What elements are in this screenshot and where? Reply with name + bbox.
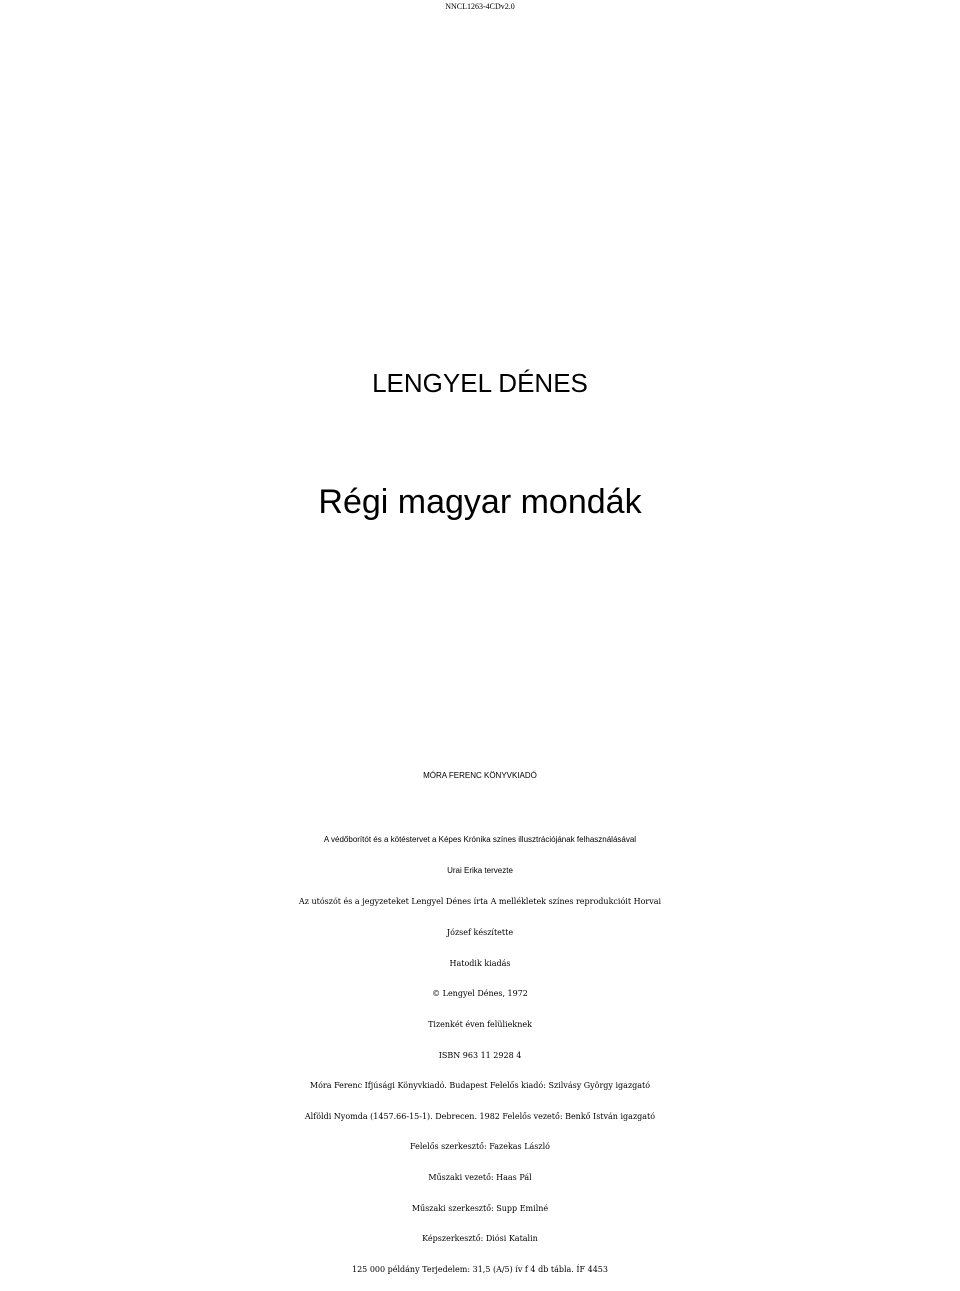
cover-credit-line-2: Urai Erika tervezte <box>447 866 513 875</box>
edition-line: Hatodik kiadás <box>449 959 511 968</box>
book-title: Régi magyar mondák <box>318 483 642 521</box>
printer-credit-line: Alföldi Nyomda (1457.66-15-1). Debrecen. 1982 Felelős vezető: Benkő István igazgató <box>304 1112 656 1121</box>
afterword-credit-line-1: Az utószót és a jegyzeteket Lengyel Dénes írta A mellékletek színes reprodukcióit Horvai <box>298 897 662 906</box>
publisher-name: MÓRA FERENC KÖNYVKIADÓ <box>423 771 537 780</box>
afterword-credit-line-2: József készítette <box>446 928 514 937</box>
isbn-line: ISBN 963 11 2928 4 <box>438 1051 522 1060</box>
technical-editor-line: Műszaki szerkesztő: Supp Emilné <box>411 1204 549 1213</box>
technical-manager-line: Műszaki vezető: Haas Pál <box>428 1173 532 1182</box>
document-id: NNCL1263-4CDv2.0 <box>445 2 515 11</box>
age-recommendation-line: Tizenkét éven felülieknek <box>428 1020 532 1029</box>
copyright-line: © Lengyel Dénes, 1972 <box>432 989 528 998</box>
picture-editor-line: Képszerkesztő: Diósi Katalin <box>422 1234 538 1243</box>
print-run-line: 125 000 példány Terjedelem: 31,5 (A/5) ív f 4 db tábla. ÍF 4453 <box>352 1265 608 1274</box>
author-heading: LENGYEL DÉNES <box>372 368 588 398</box>
editor-line: Felelős szerkesztő: Fazekas László <box>410 1142 550 1151</box>
cover-credit-line-1: A védőborítót és a kötéstervet a Képes Krónika színes illusztrációjának felhasználásával <box>323 835 637 844</box>
publisher-credit-line: Móra Ferenc Ifjúsági Könyvkiadó. Budapest Felelős kiadó: Szilvásy György igazgató <box>309 1081 651 1090</box>
